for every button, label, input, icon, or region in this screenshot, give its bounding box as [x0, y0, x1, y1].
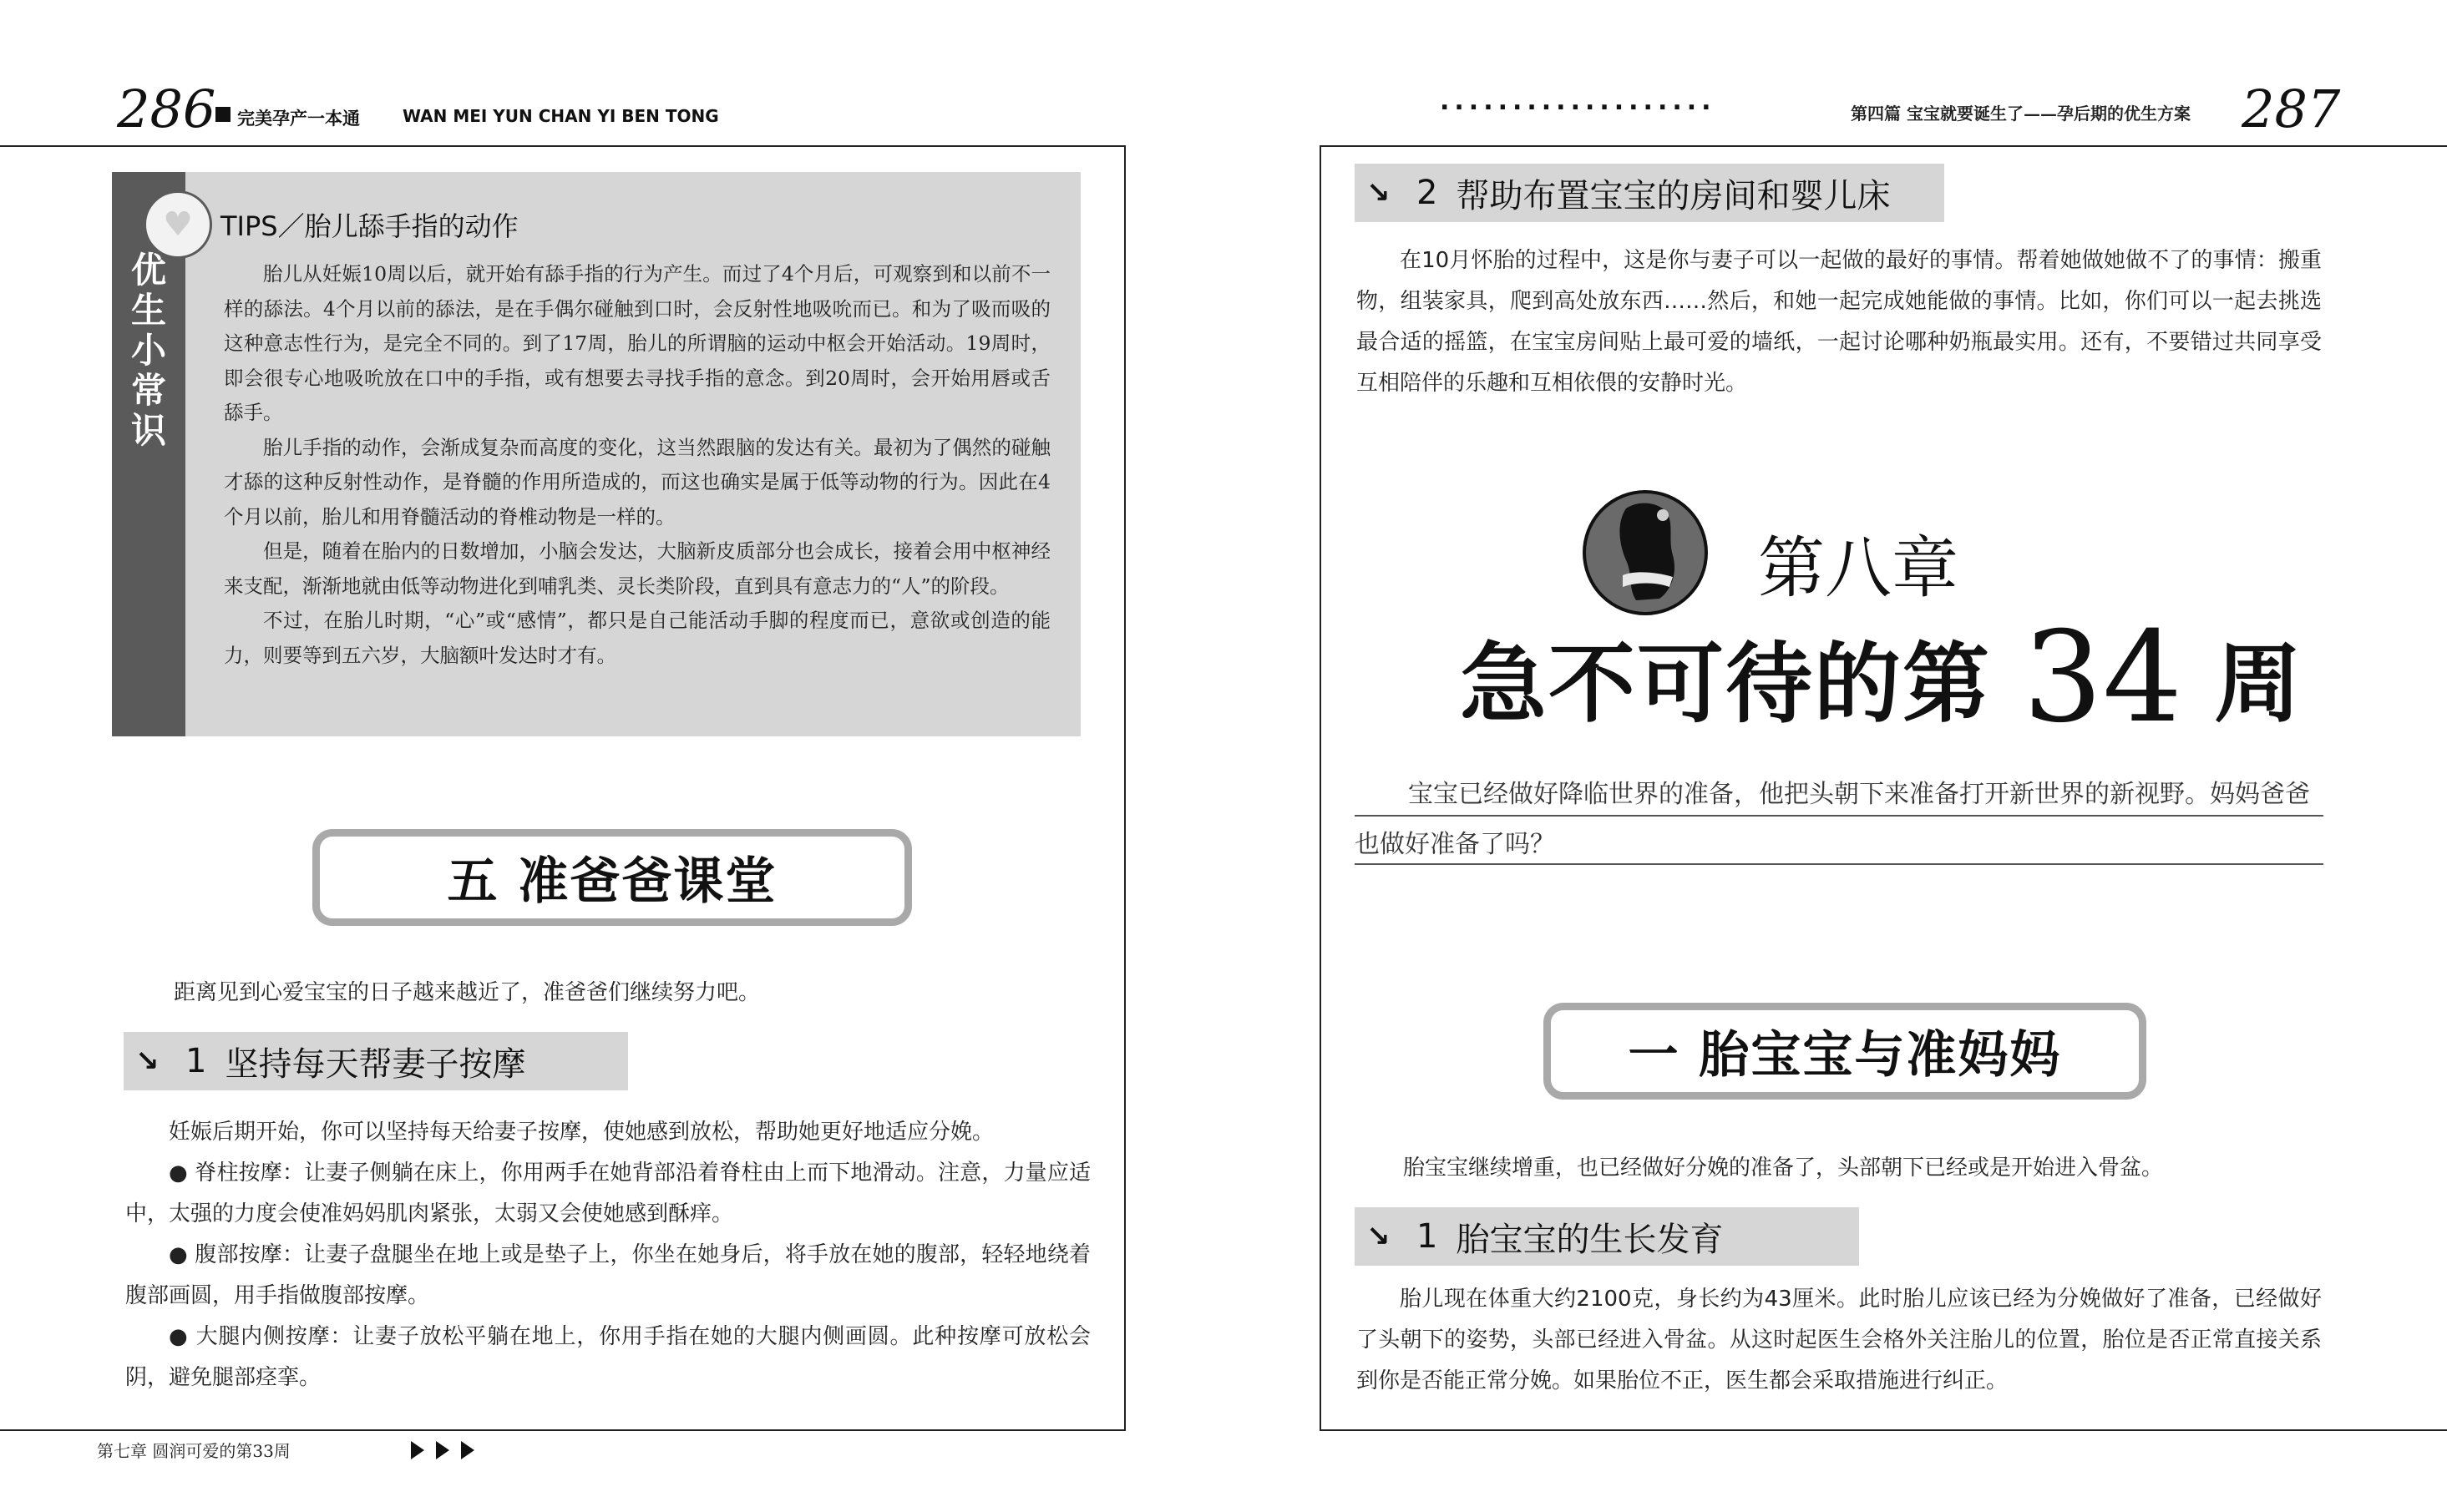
chapter-logo: [1583, 490, 1708, 615]
tips-paragraph: 但是，随着在胎内的日数增加，小脑会发达，大脑新皮质部分也会成长，接着会用中枢神经来支配，渐渐地就由低等动物进化到哺乳类、灵长类阶段，直到具有意志力的“人”的阶段。: [224, 539, 1051, 598]
section-lead: 胎宝宝继续增重，也已经做好分娩的准备了，头部朝下已经或是开始进入骨盆。: [1403, 1155, 2164, 1181]
subsection-title: 胎宝宝的生长发育: [1456, 1220, 1724, 1259]
body-paragraph: ● 脊柱按摩：让妻子侧躺在床上，你用两手在她背部沿着脊柱由上而下地滑动。注意，力量应适中，太强的力度会使准妈妈肌肉紧张，太弱又会使她感到酥痒。: [125, 1161, 1091, 1226]
subsection-heading: [1355, 164, 1944, 222]
subsection-number: 2: [1416, 174, 1438, 212]
body-paragraph: 在10月怀胎的过程中，这是你与妻子可以一起做的最好的事情。帮着她做她做不了的事情：搬重物，组装家具，爬到高处放东西……然后，和她一起完成她能做的事情。比如，你们可以一起去挑选最合适的摇篮，在宝宝房间贴上最可爱的墙纸，一起讨论哪种奶瓶最实用。还有，不要错过共同享受互相陪伴的乐趣和互相依偎的安静时光。: [1356, 248, 2322, 396]
chapter-intro: [1355, 770, 2323, 870]
section-lead: 距离见到心爱宝宝的日子越来越近了，准爸爸们继续努力吧。: [174, 980, 761, 1005]
chapter-title-number: 34: [2023, 605, 2183, 751]
arrow-down-right-icon: ↘: [135, 1044, 160, 1078]
page-number-left: 286: [117, 78, 216, 139]
section-title-box: [1543, 1003, 2146, 1100]
tips-side-label: 优生小常识: [130, 250, 166, 451]
section-title-box: [312, 829, 912, 926]
chapter-intro-text: 宝宝已经做好降临世界的准备，他把头朝下来准备打开新世界的新视野。妈妈爸爸也做好准备了吗？: [1355, 780, 2310, 859]
tips-paragraph: 胎儿从妊娠10周以后，就开始有舔手指的行为产生。而过了4个月后，可观察到和以前不一样的舔法。4个月以前的舔法，是在手偶尔碰触到口时，会反射性地吸吮而已。和为了吸而吸的这种意志性行为，是完全不同的。到了17周，胎儿的所谓脑的运动中枢会开始活动。19周时，即会很专心地吸吮放在口中的手指，或有想要去寻找手指的意念。到20周时，会开始用唇或舌舔手。: [224, 262, 1051, 424]
arrow-down-right-icon: ↘: [1366, 1220, 1391, 1253]
arrow-down-right-icon: ↘: [1366, 176, 1391, 210]
triangle-right-icon: [461, 1441, 474, 1459]
section-title: 一 胎宝宝与准妈妈: [1628, 1026, 2062, 1085]
pregnant-silhouette-icon: [1586, 493, 1705, 612]
chapter-number: 第八章: [1758, 529, 1958, 607]
tips-paragraph: 胎儿手指的动作，会渐成复杂而高度的变化，这当然跟脑的发达有关。最初为了偶然的碰触才舔的这种反射性动作，是脊髓的作用所造成的，而这也确实是属于低等动物的行为。因此在4个月以前，胎儿和用脊髓活动的脊椎动物是一样的。: [224, 435, 1051, 528]
subsection-number: 1: [185, 1042, 207, 1080]
body-paragraph: ● 腹部按摩：让妻子盘腿坐在地上或是垫子上，你坐在她身后，将手放在她的腹部，轻轻地绕着腹部画圆，用手指做腹部按摩。: [125, 1242, 1091, 1308]
subsection-body: [1356, 1279, 2322, 1402]
body-paragraph: ● 大腿内侧按摩：让妻子放松平躺在地上，你用手指在她的大腿内侧画圆。此种按摩可放松会阴，避免腿部痉挛。: [125, 1324, 1091, 1390]
triangle-right-icon: [411, 1441, 424, 1459]
subsection-body: [1356, 240, 2322, 404]
tips-body: [224, 257, 1051, 673]
tips-paragraph: 不过，在胎儿时期，“心”或“感情”，都只是自己能活动手脚的程度而已，意欲或创造的能力，则要等到五六岁，大脑额叶发达时才有。: [224, 609, 1051, 667]
subsection-heading: [1355, 1207, 1859, 1266]
chapter-title-suffix: 周: [2214, 632, 2303, 735]
tips-title: TIPS／胎儿舔手指的动作: [220, 210, 519, 242]
chapter-title: [1460, 605, 2303, 751]
subsection-heading: [124, 1032, 628, 1090]
subsection-number: 1: [1416, 1217, 1438, 1256]
chapter-title-prefix: 急不可待的第: [1460, 632, 1992, 735]
header-dots: ...................: [1440, 87, 1716, 116]
section-title: 五 准爸爸课堂: [447, 852, 778, 911]
book-title: 完美孕产一本通: [237, 109, 360, 129]
body-paragraph: 胎儿现在体重大约2100克，身长约为43厘米。此时胎儿应该已经为分娩做好了准备，已经做好了头朝下的姿势，头部已经进入骨盆。从这时起医生会格外关注胎儿的位置，胎位是否正常直接关系到你是否能正常分娩。如果胎位不正，医生都会采取措施进行纠正。: [1356, 1287, 2322, 1393]
subsection-title: 帮助布置宝宝的房间和婴儿床: [1456, 176, 1891, 215]
header-text: 第四篇 宝宝就要诞生了——孕后期的优生方案: [1851, 104, 2191, 124]
subsection-title: 坚持每天帮妻子按摩: [225, 1044, 526, 1084]
page-number-right: 287: [2242, 78, 2341, 139]
book-pinyin: WAN MEI YUN CHAN YI BEN TONG: [403, 106, 719, 126]
heart-icon: ♥: [144, 190, 212, 259]
body-paragraph: 妊娠后期开始，你可以坚持每天给妻子按摩，使她感到放松，帮助她更好地适应分娩。: [169, 1120, 995, 1145]
subsection-body: [125, 1112, 1091, 1398]
triangle-right-icon: [436, 1441, 449, 1459]
header-square-icon: [215, 107, 231, 122]
footer-chapter: 第七章 圆润可爱的第33周: [97, 1441, 291, 1461]
